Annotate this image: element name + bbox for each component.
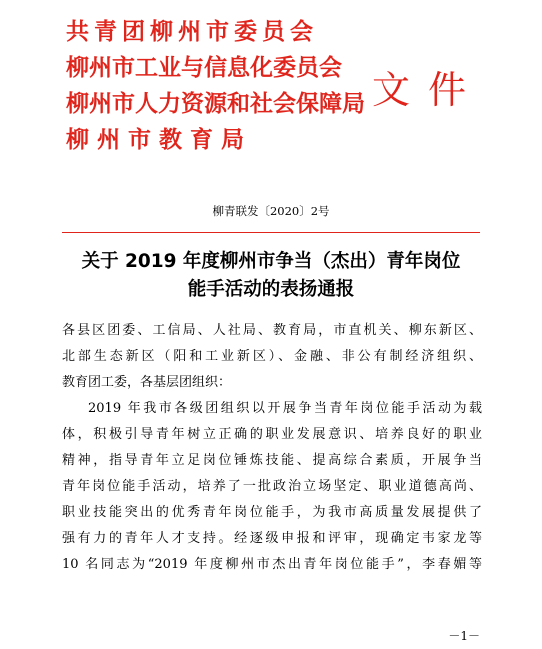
body-line: 北部生态新区（阳和工业新区）、金融、非公有制经济组织、 bbox=[62, 349, 482, 364]
document-body bbox=[62, 318, 482, 578]
title-line-2: 能手活动的表扬通报 bbox=[187, 279, 355, 300]
body-line: 强有力的青年人才支持。经逐级申报和评审，现确定韦家龙等 bbox=[62, 531, 482, 546]
body-line: 10 名同志为“2019 年度柳州市杰出青年岗位能手”，李春媚等 bbox=[62, 557, 482, 572]
body-line: 体，积极引导青年树立正确的职业发展意识、培养良好的职业 bbox=[62, 427, 482, 442]
issuer-line-4: 柳 州 市 教 育 局 bbox=[66, 127, 245, 153]
issuer-line-3: 柳州市人力资源和社会保障局 bbox=[66, 91, 365, 117]
body-line: 精神，指导青年立足岗位锤炼技能、提高综合素质，开展争当 bbox=[62, 453, 482, 468]
body-line: 各县区团委、工信局、人社局、教育局，市直机关、柳东新区、 bbox=[62, 323, 482, 338]
document-number: 柳青联发〔2020〕2号 bbox=[212, 204, 330, 218]
body-line: 教育团工委，各基层团组织： bbox=[62, 375, 232, 390]
body-line: 青年岗位能手活动，培养了一批政治立场坚定、职业道德高尚、 bbox=[62, 479, 482, 494]
document-label: 文件 bbox=[372, 68, 485, 112]
issuer-line-1: 共青团柳州市委员会 bbox=[66, 19, 318, 45]
issuer-line-2: 柳州市工业与信息化委员会 bbox=[66, 55, 342, 81]
title-line-1: 关于 2019 年度柳州市争当（杰出）青年岗位 bbox=[81, 251, 461, 272]
document-title bbox=[0, 248, 542, 304]
body-line: 职业技能突出的优秀青年岗位能手，为我市高质量发展提供了 bbox=[62, 505, 482, 520]
body-line: 2019 年我市各级团组织以开展争当青年岗位能手活动为载 bbox=[88, 401, 482, 416]
page-number: －1－ bbox=[448, 629, 480, 643]
header-divider bbox=[62, 232, 480, 233]
issuer-block bbox=[66, 14, 366, 158]
